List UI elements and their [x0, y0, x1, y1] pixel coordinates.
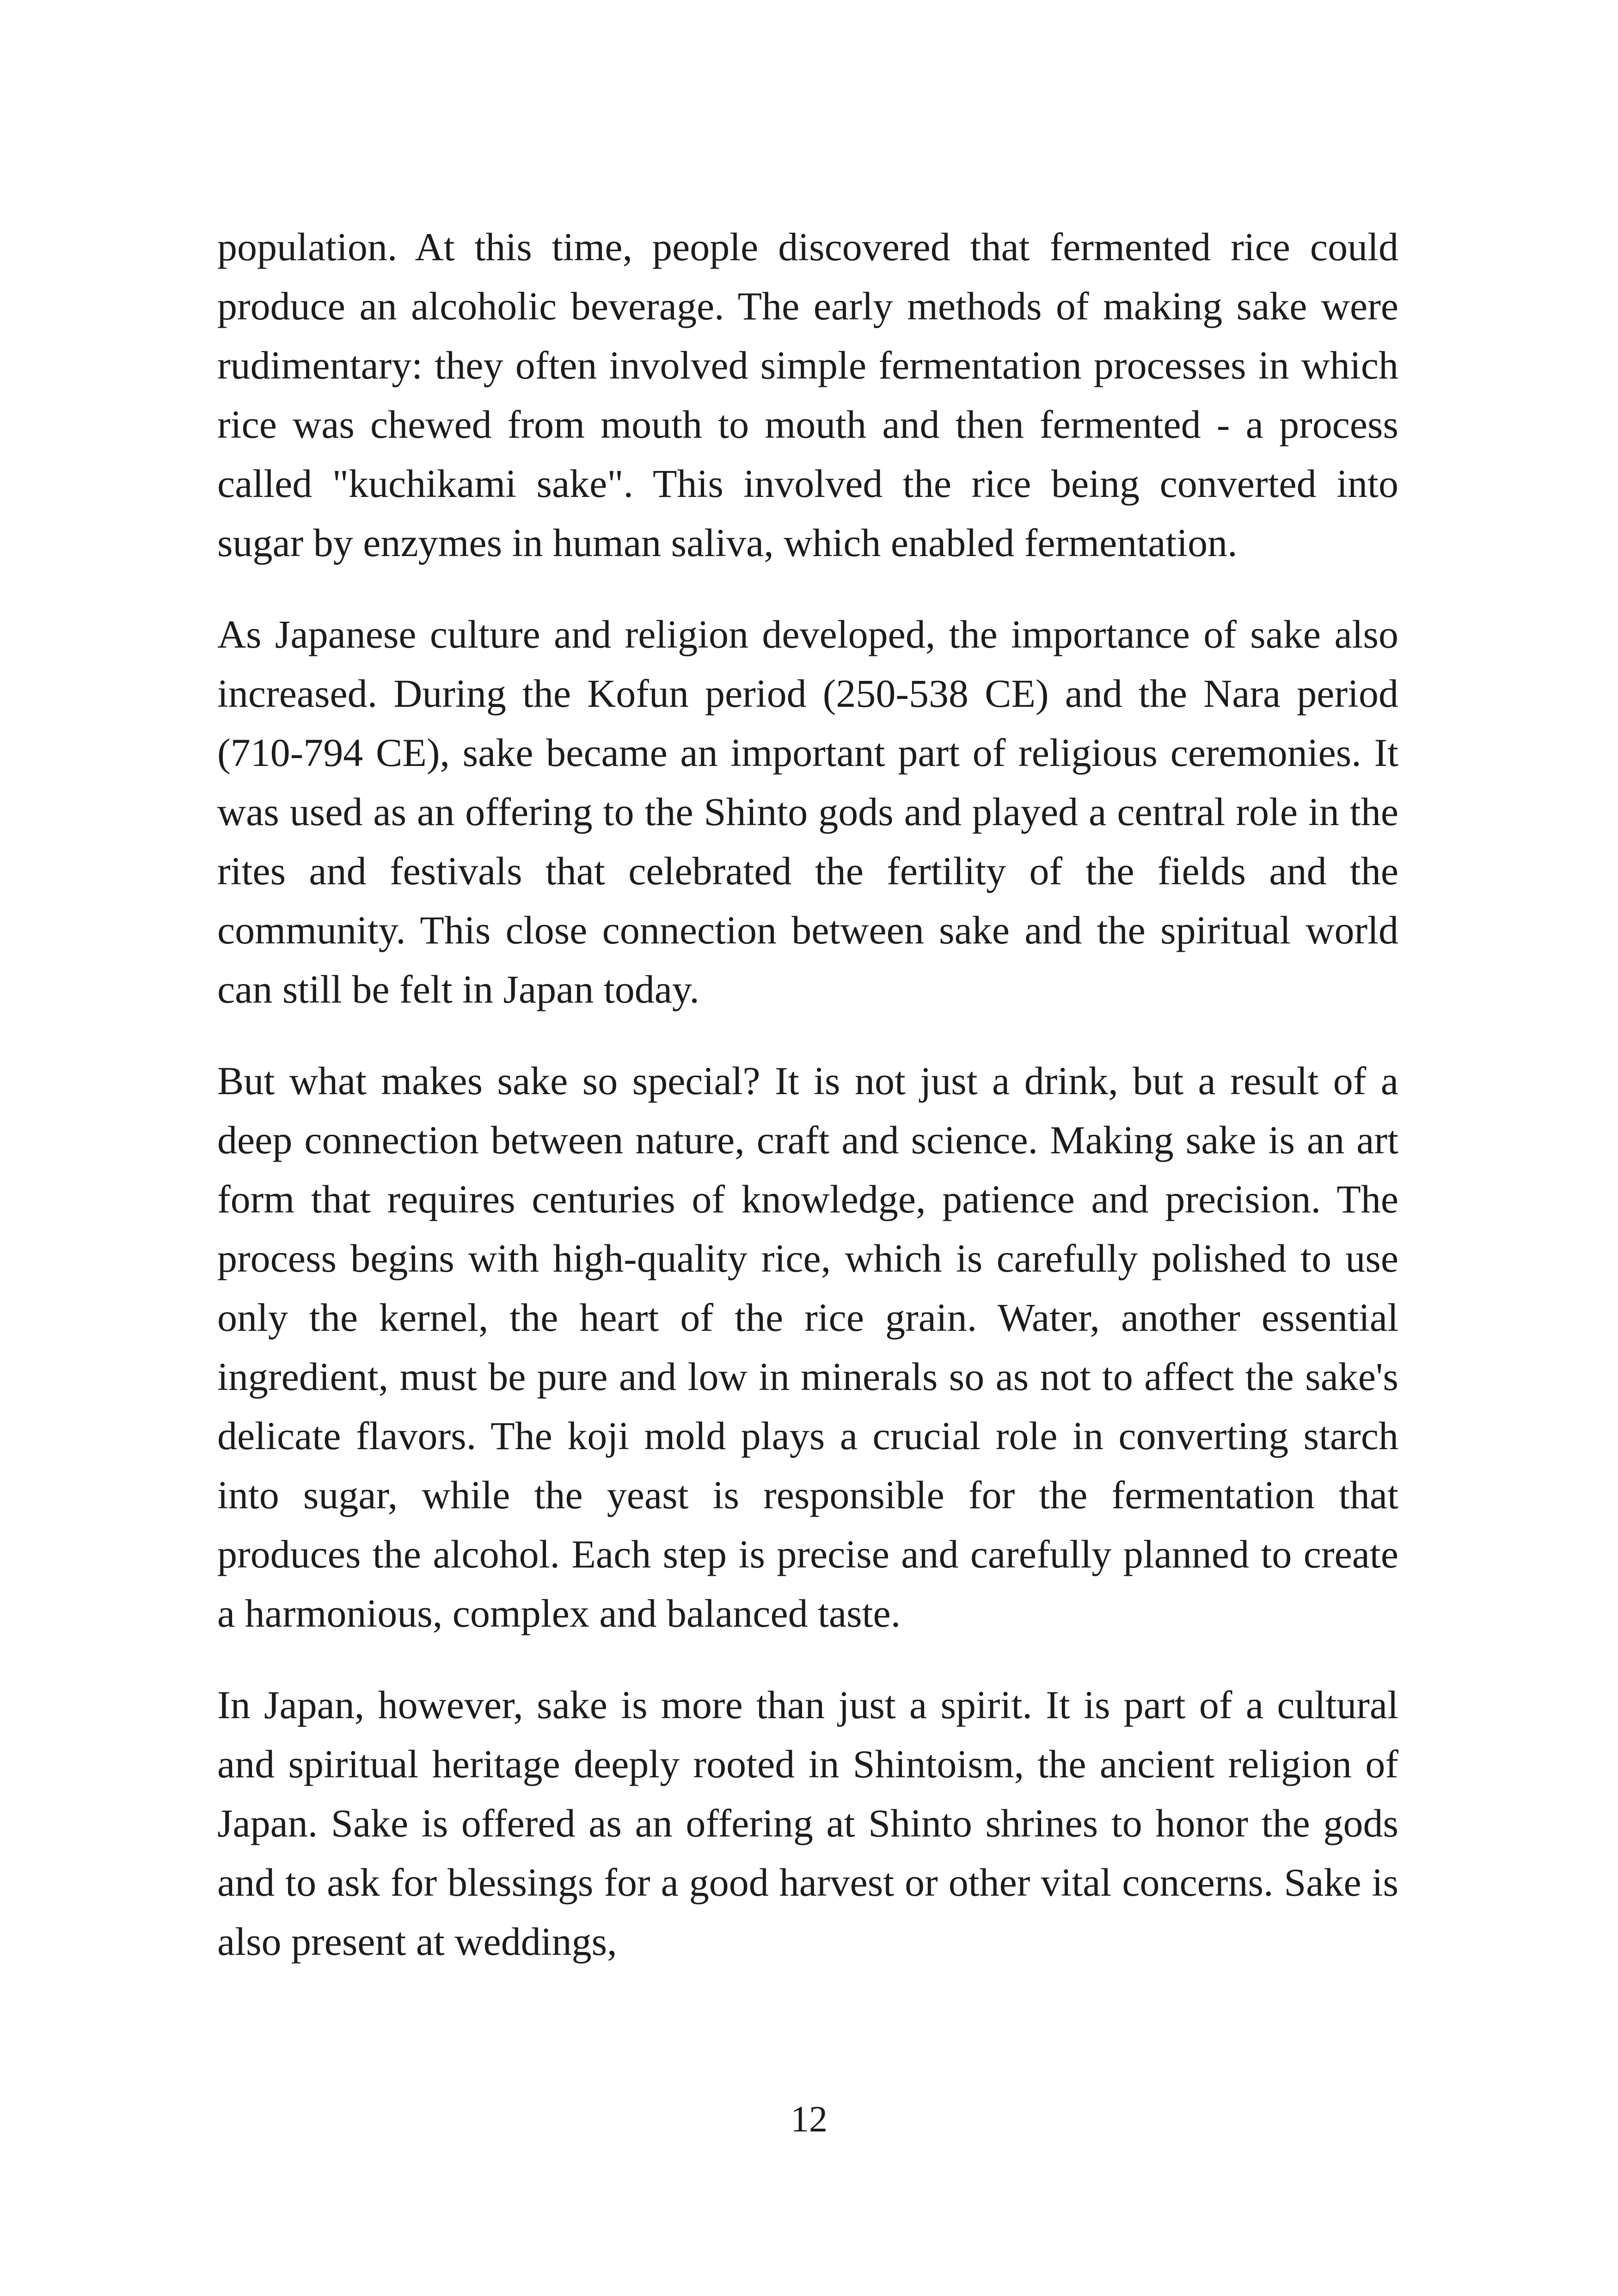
paragraph-religion: As Japanese culture and religion developed, the importance of sake also increased. During the Kofun period (250-538 CE) and the Nara period (710-794 CE), sake became an important part of religious ceremonies. It was used as an offering to the Shinto gods and played a central role in the rites and festivals that celebrated the fertility of the fields and the community. This close connection between sake and the spiritual world can still be felt in Japan today. [217, 612, 1398, 1011]
body-text [217, 217, 1398, 2003]
paragraph-craft: But what makes sake so special? It is not just a drink, but a result of a deep connection between nature, craft and science. Making sake is an art form that requires centuries of knowledge, patience and precision. The process begins with high-quality rice, which is carefully polished to use only the kernel, the heart of the rice grain. Water, another essential ingredient, must be pure and low in minerals so as not to affect the sake's delicate flavors. The koji mold plays a crucial role in converting starch into sugar, while the yeast is responsible for the fermentation that produces the alcohol. Each step is precise and carefully planned to create a harmonious, complex and balanced taste. [217, 1059, 1398, 1635]
page-number: 12 [791, 2099, 827, 2140]
paragraph-origins: population. At this time, people discovered that fermented rice could produce an alcoholic beverage. The early methods of making sake were rudimentary: they often involved simple fermentation processes in which rice was chewed from mouth to mouth and then fermented - a process called "kuchikami sake". This involved the rice being converted into sugar by enzymes in human saliva, which enabled fermentation. [217, 225, 1398, 565]
paragraph-heritage: In Japan, however, sake is more than just a spirit. It is part of a cultural and spiritual heritage deeply rooted in Shintoism, the ancient religion of Japan. Sake is offered as an offering at Shinto shrines to honor the gods and to ask for blessings for a good harvest or other vital concerns. Sake is also present at weddings, [217, 1683, 1398, 1964]
